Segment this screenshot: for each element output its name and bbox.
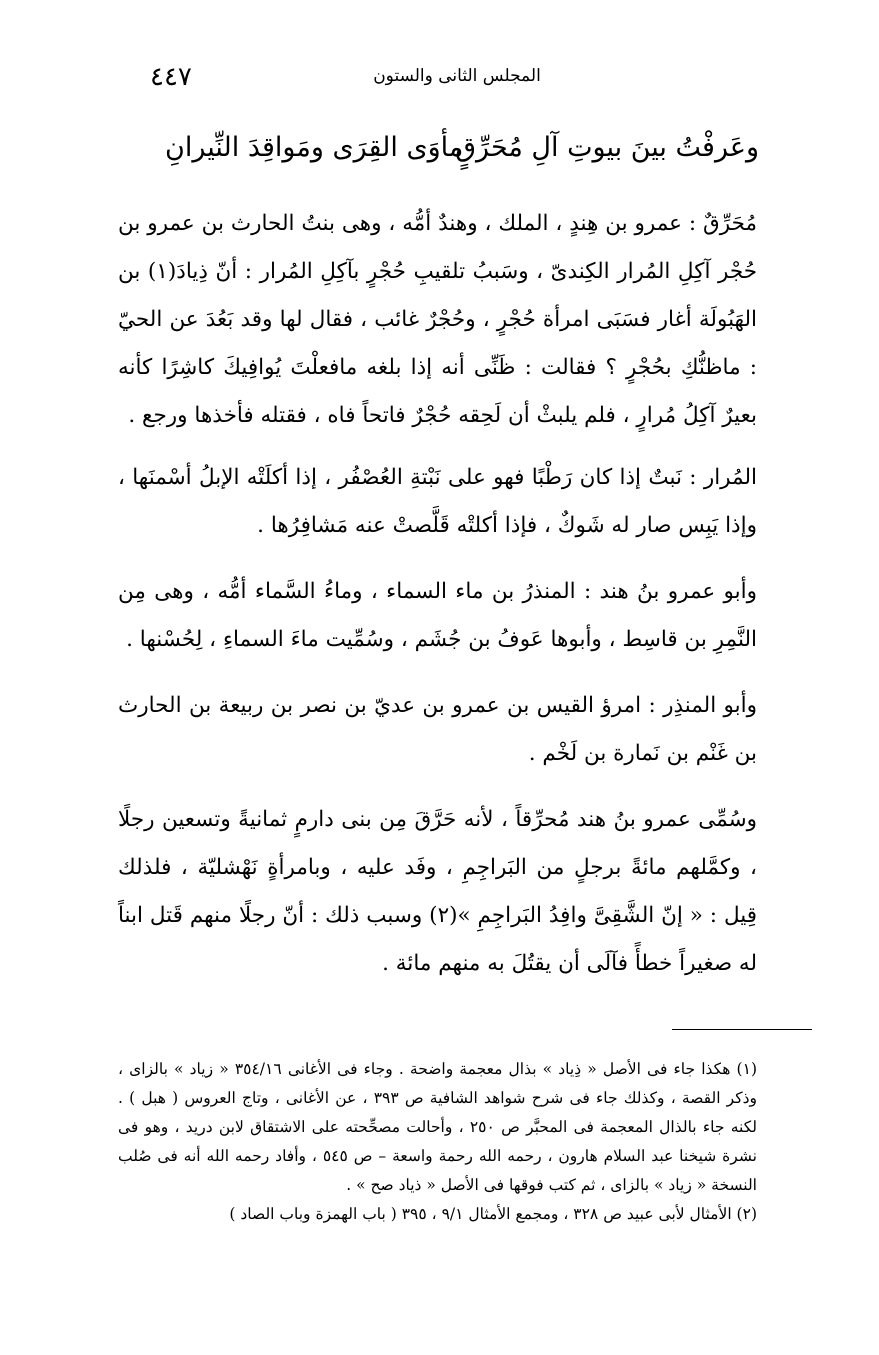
- footnotes: [118, 1055, 757, 1229]
- footnote-1: (١) هكذا جاء فى الأصل « ذِياد » بذال معجمة واضحة . وجاء فى الأغانى ٣٥٤/١٦ « زياد » بالزاى ، وذكر القصة ، وكذلك جاء فى شرح شواهد الشافية ص ٣٩٣ ، عن الأغانى ، وتاج العروس ( هبل ) . لكنه جاء بالذال المعجمة فى المحبَّر ص ٢٥٠ ، وأحالت مصحِّحته على الاشتقاق لابن دريد ، وهو فى نشرة شيخنا عبد السلام هارون ، رحمه الله رحمة واسعة – ص ٥٤٥ ، وأفاد رحمه الله أنه فى صُلب النسخة « زياد » بالزاى ، ثم كتب فوقها فى الأصل « ذياد صح » .: [118, 1060, 758, 1194]
- paragraph-naming-reason: وسُمِّى عمرو بنُ هند مُحرِّقاً ، لأنه حَرَّقَ مِن بنى دارمٍ ثمانيةً وتسعين رجلًا ، وكمَّلهم مائةً برجلٍ من البَراجِمِ ، وفَد عليه ، وبامرأةٍ نَهْشليّة ، فلذلك قِيل : « إنّ الشَّقِىَّ وافِدُ البَراجِمِ »(٢) وسبب ذلك : أنّ رجلًا منهم قَتل ابناً له صغيراً خطأً فآلَى أن يقتُلَ به منهم مائة .: [118, 807, 757, 976]
- main-text: [118, 200, 757, 988]
- footnote-separator: [672, 1029, 812, 1030]
- page-number: ٤٤٧: [150, 62, 192, 92]
- paragraph-muharriq: مُحَرِّقٌ : عمرو بن هِندٍ ، الملك ، وهندٌ أمُّه ، وهى بنتُ الحارث بن عمرو بن حُجْر آكِلِ المُرار الكِندىّ ، وسَببُ تلقيبِ حُجْرٍ بآكِلِ المُرار : أنّ ذِيادَ(١) بن الهَبُولَة أغار فسَبَى امرأة حُجْرٍ ، وحُجْرٌ غائب ، فقال لها وقد بَعُدَ عن الحيّ : ماظنُّكِ بحُجْرٍ ؟ فقالت : ظَنِّى أنه إذا بلغه مافعلْتَ يُوافِيكَ كاشِرًا كأنه بعيرٌ آكِلُ مُرارٍ ، فلم يلبثْ أن لَحِقه حُجْرٌ فاتحاً فاه ، فقتله فأخذها ورجع .: [118, 211, 757, 428]
- poetry-verse: [165, 132, 759, 178]
- paragraph-abu-amr: وأبو عمرو بنُ هند : المنذرُ بن ماء السماء ، وماءُ السَّماء أمُّه ، وهى مِن النَّمِرِ بن قاسِط ، وأبوها عَوفُ بن جُشَم ، وسُمِّيت ماءَ السماءِ ، لِحُسْنها .: [118, 579, 757, 652]
- verse-first-hemistich: وعَرفْتُ بينَ بيوتِ آلِ مُحَرِّقٍ: [455, 132, 759, 163]
- paragraph-murar: المُرار : نَبتٌ إذا كان رَطْبًا فهو على نَبْتةِ العُصْفُر ، إذا أكلَتْه الإبلُ أسْمنَها ، وإذا يَبِس صار له شَوكٌ ، فإذا أكلتْه قَلَّصتْ عنه مَشافِرُها .: [118, 465, 757, 538]
- paragraph-abu-al-mundhir: وأبو المنذِر : امرؤ القيس بن عمرو بن عديّ بن نصر بن ربيعة بن الحارث بن غَنْم بن نَمارة بن لَخْم .: [118, 693, 757, 766]
- page-header: [150, 62, 764, 92]
- footnote-2: (٢) الأمثال لأبى عبيد ص ٣٢٨ ، ومجمع الأمثال ٩/١ ، ٣٩٥ ( باب الهمزة وباب الصاد ): [229, 1205, 757, 1223]
- running-title: المجلس الثانى والستون: [373, 66, 541, 86]
- verse-second-hemistich: مأوَى القِرَى ومَواقِدَ النِّيرانِ: [165, 132, 464, 163]
